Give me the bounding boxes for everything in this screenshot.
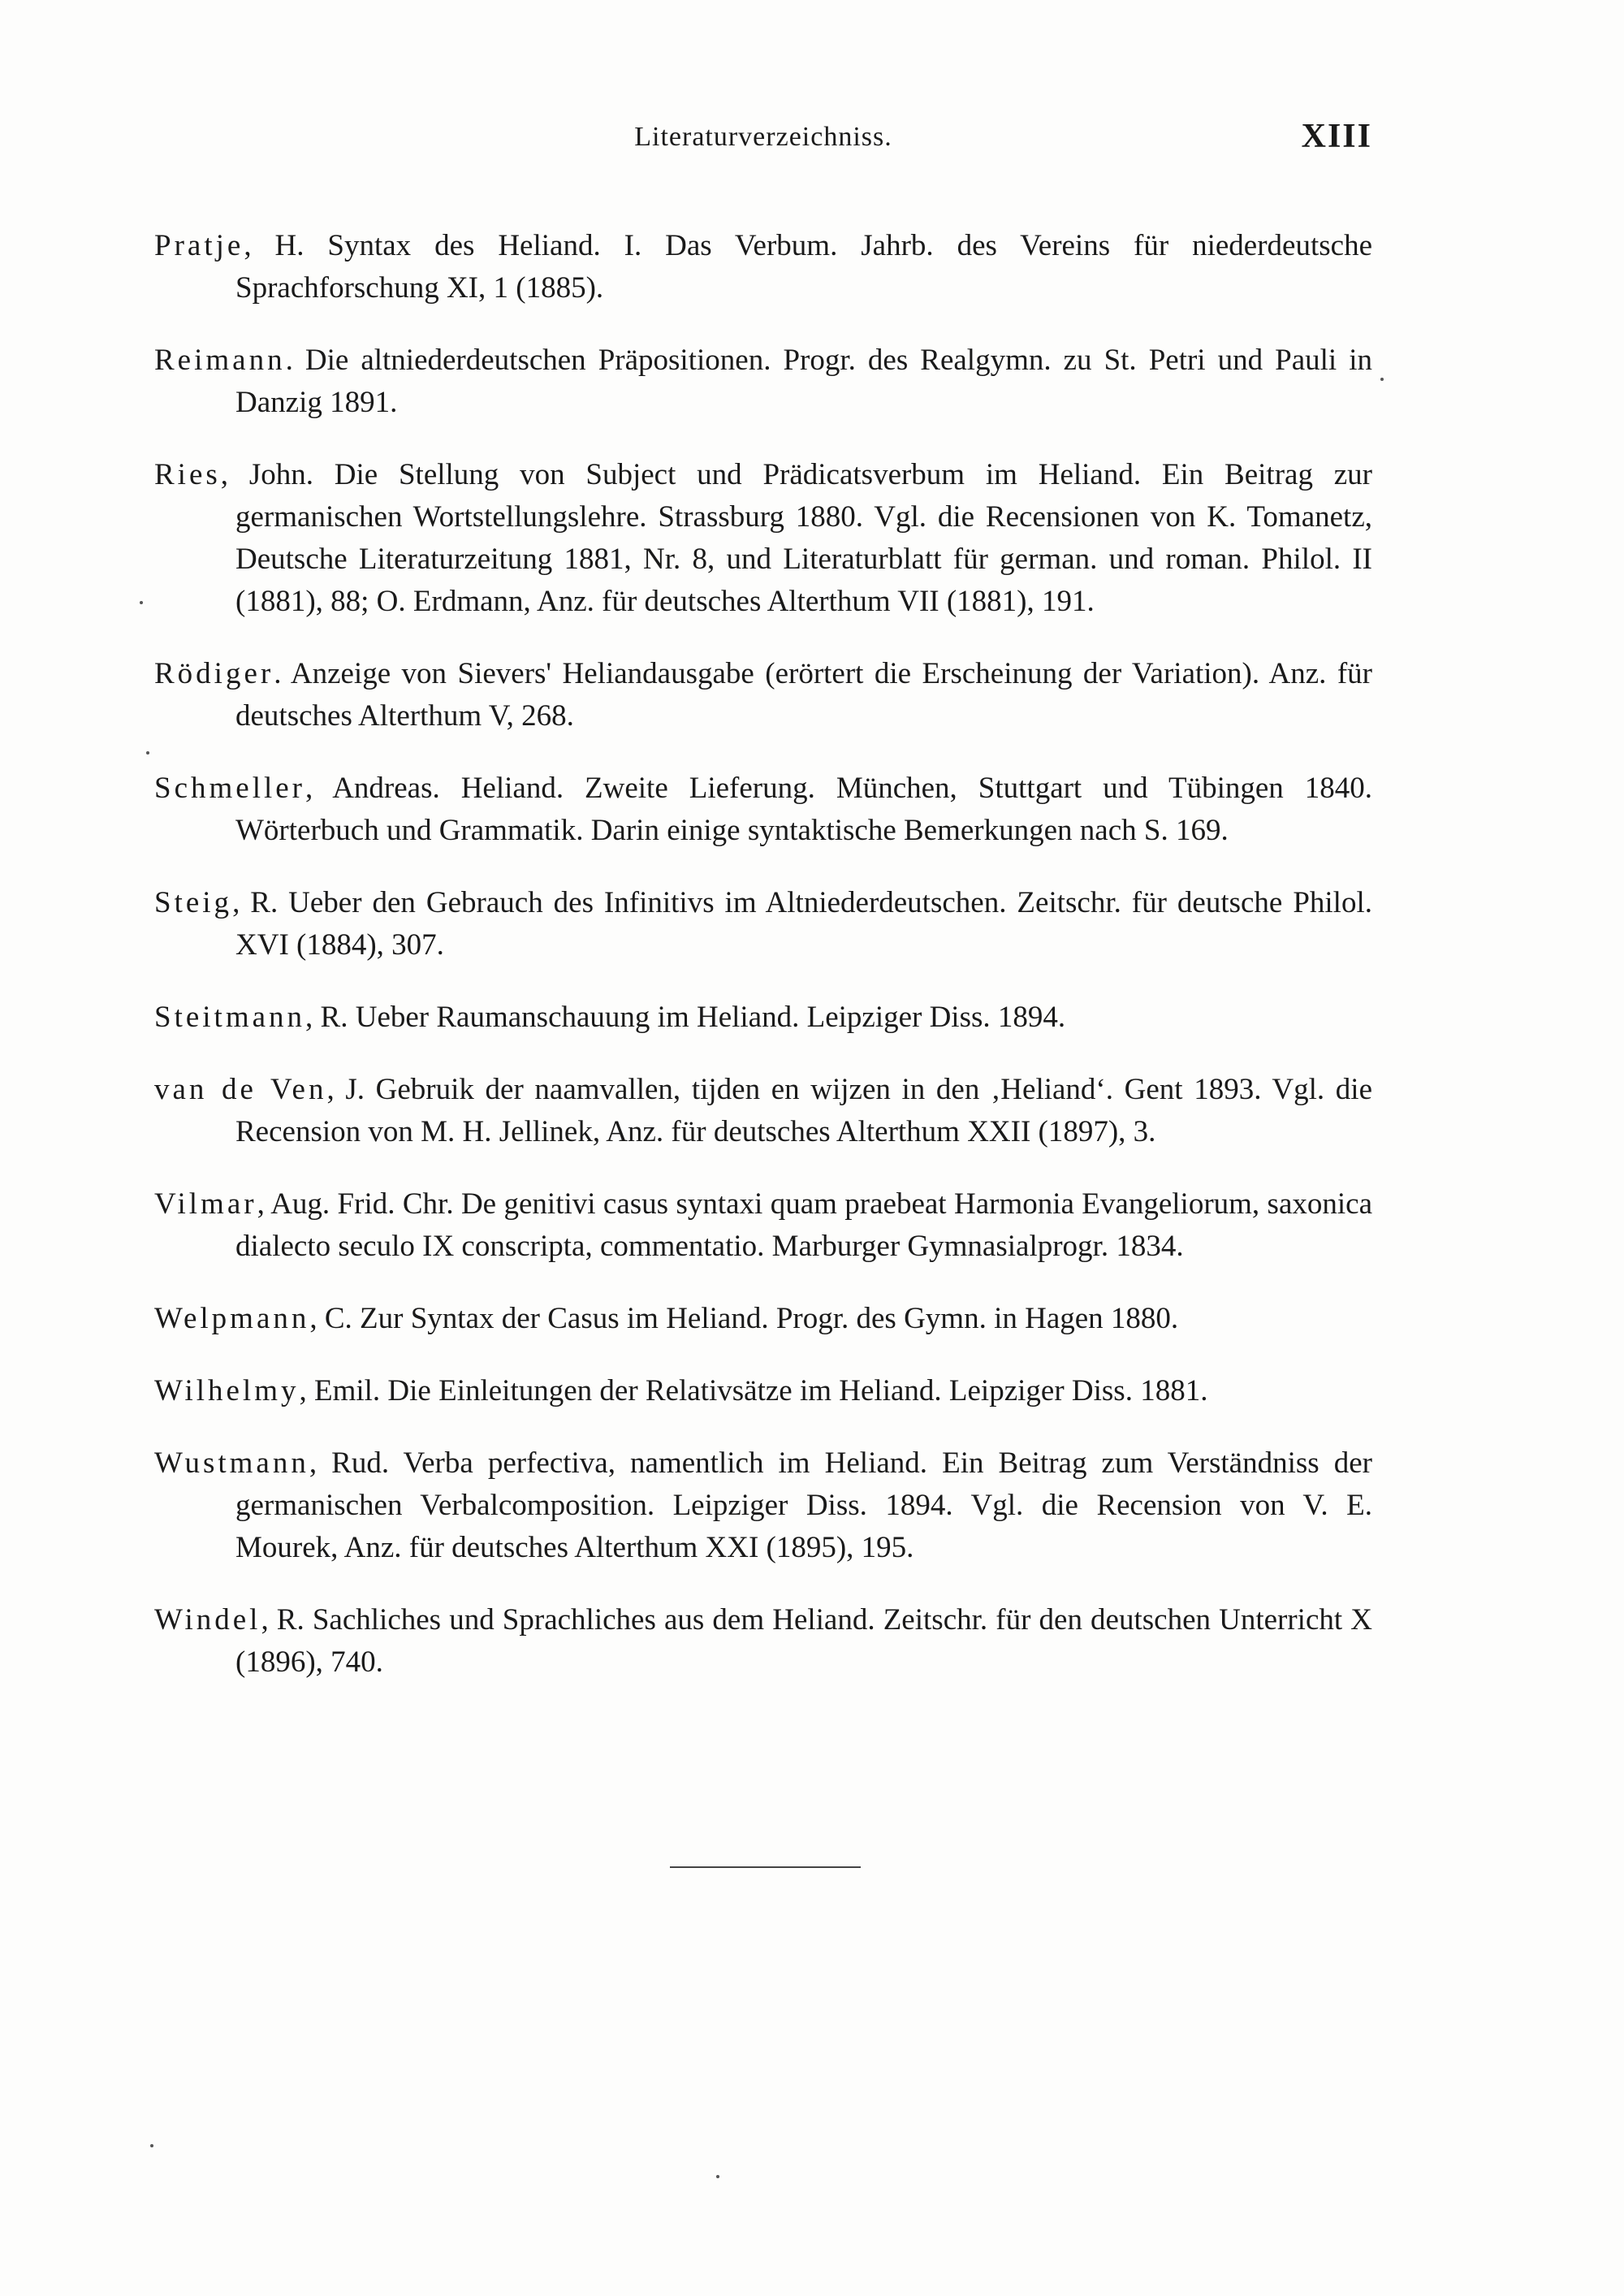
bibliography-entry xyxy=(154,1442,1372,1569)
bibliography-entry xyxy=(154,653,1372,737)
paper-speck xyxy=(146,751,149,755)
entry-text: , John. Die Stellung von Subject und Prädicatsverbum im Heliand. Ein Beitrag zur germanischen Wortstellungslehre. Strassburg 1880. Vgl. die Recensionen von K. Tomanetz, Deutsche Literaturzeitung 1881, Nr. 8, und Literaturblatt für german. und roman. Philol. II (1881), 88; O. Erdmann, Anz. für deutsches Alterthum VII (1881), 191. xyxy=(220,458,1372,618)
entry-text: , H. Syntax des Heliand. I. Das Verbum. Jahrb. des Vereins für niederdeutsche Sprachforschung XI, 1 (1885). xyxy=(235,229,1372,305)
bibliography-entry xyxy=(154,1069,1372,1153)
entry-text: , R. Ueber den Gebrauch des Infinitivs im Altniederdeutschen. Zeitschr. für deutsche Philol. XVI (1884), 307. xyxy=(232,886,1372,962)
page-number: XIII xyxy=(1301,118,1372,155)
entry-author: Pratje xyxy=(154,229,244,262)
entry-text: , Emil. Die Einleitungen der Relativsätze im Heliand. Leipziger Diss. 1881. xyxy=(299,1374,1208,1407)
page-header xyxy=(154,118,1372,171)
paper-speck xyxy=(716,2175,719,2178)
bibliography-entry xyxy=(154,1298,1372,1340)
bibliography-entry xyxy=(154,997,1372,1039)
entry-author: Ries xyxy=(154,458,221,491)
entry-author: Windel xyxy=(154,1603,261,1637)
entry-author: van de Ven xyxy=(154,1073,327,1106)
entry-text: . Die altniederdeutschen Präpositionen. Progr. des Realgymn. zu St. Petri und Pauli in Danzig 1891. xyxy=(235,344,1372,419)
bibliography-list xyxy=(154,195,1372,1688)
entry-text: , R. Ueber Raumanschauung im Heliand. Leipziger Diss. 1894. xyxy=(305,1001,1066,1034)
bibliography-entry xyxy=(154,339,1372,424)
entry-author: Reimann xyxy=(154,344,286,377)
bibliography-entry xyxy=(154,882,1372,966)
entry-text: . Anzeige von Sievers' Heliandausgabe (erörtert die Erscheinung der Variation). Anz. für deutsches Alterthum V, 268. xyxy=(235,657,1372,733)
paper-speck xyxy=(150,2144,153,2147)
bibliography-entry xyxy=(154,1599,1372,1684)
entry-author: Wustmann xyxy=(154,1446,309,1480)
bibliography-entry xyxy=(154,454,1372,623)
running-title: Literaturverzeichniss. xyxy=(634,122,892,152)
entry-text: , R. Sachliches und Sprachliches aus dem Heliand. Zeitschr. für den deutschen Unterricht X (1896), 740. xyxy=(235,1603,1372,1679)
entry-author: Schmeller xyxy=(154,772,306,805)
bibliography-entry xyxy=(154,1370,1372,1412)
entry-text: , Rud. Verba perfectiva, namentlich im Heliand. Ein Beitrag zum Verständniss der germanischen Verbalcomposition. Leipziger Diss. 1894. Vgl. die Recension von V. E. Mourek, Anz. für deutsches Alterthum XXI (1895), 195. xyxy=(235,1446,1372,1564)
paper-speck xyxy=(1380,378,1384,381)
entry-author: Rödiger xyxy=(154,657,274,690)
entry-author: Steig xyxy=(154,886,233,919)
bibliography-entry xyxy=(154,767,1372,852)
bibliography-entry xyxy=(154,1183,1372,1268)
entry-text: , J. Gebruik der naamvallen, tijden en wijzen in den ‚Heliand‘. Gent 1893. Vgl. die Recension von M. H. Jellinek, Anz. für deutsches Alterthum XXII (1897), 3. xyxy=(235,1073,1372,1148)
closing-rule xyxy=(670,1866,861,1868)
entry-author: Vilmar xyxy=(154,1187,257,1221)
entry-author: Welpmann xyxy=(154,1302,310,1335)
entry-author: Wilhelmy xyxy=(154,1374,300,1407)
bibliography-entry xyxy=(154,225,1372,309)
entry-text: , Andreas. Heliand. Zweite Lieferung. München, Stuttgart und Tübingen 1840. Wörterbuch und Grammatik. Darin einige syntaktische Bemerkungen nach S. 169. xyxy=(235,772,1372,847)
entry-text: , C. Zur Syntax der Casus im Heliand. Progr. des Gymn. in Hagen 1880. xyxy=(309,1302,1179,1335)
paper-speck xyxy=(140,601,143,604)
entry-author: Steitmann xyxy=(154,1001,306,1034)
entry-text: , Aug. Frid. Chr. De genitivi casus syntaxi quam praebeat Harmonia Evangeliorum, saxonica dialecto seculo IX conscripta, commentatio. Marburger Gymnasialprogr. 1834. xyxy=(235,1187,1372,1263)
